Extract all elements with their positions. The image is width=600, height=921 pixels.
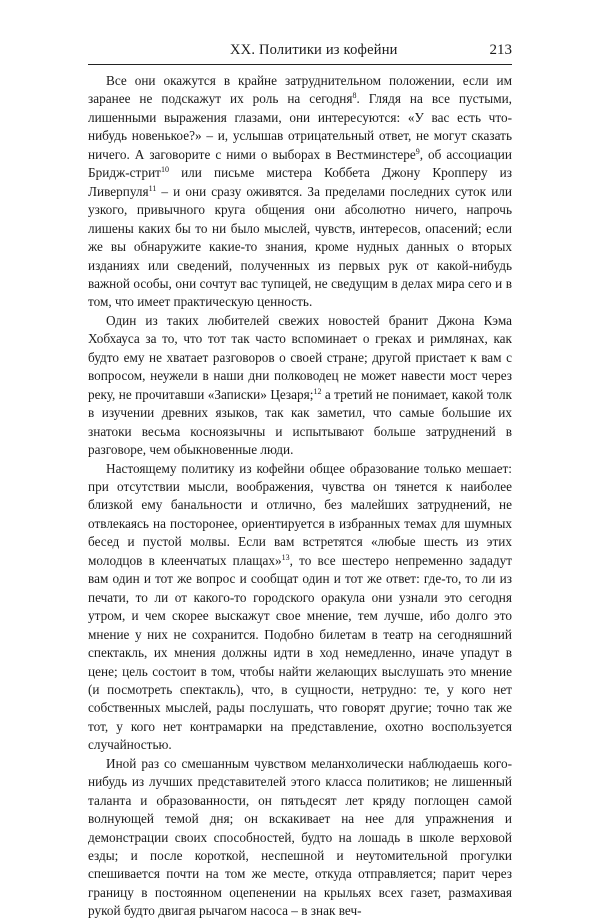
paragraph bbox=[88, 755, 512, 921]
text-run: Один из таких любителей свежих новостей бранит Джона Кэма Хобхауса за то, что тот так часто вспоминает о греках и римлянах, как будто ему не хватает разговоров о своей стране; другой пристает к вам с вопросом, неужели в наши дни полководец не может навести мост через реку, не прочитавши «Записки» Цезаря; bbox=[88, 312, 512, 402]
text-run: Иной раз со смешанным чувством меланхолически наблюдаешь кого-нибудь из лучших представителей этого класса политиков; не лишенный таланта и образованности, он пятьдесят лет кряду поглощен самой волнующей темой дня; он вскакивает на нее для упражнения и демонстрации своих способностей, будто на лошадь в школе верховой езды; и после короткой, неспешной и неутомительной прогулки спешивается почти на том же месте, откуда отправляется; парит через границу в постоянном оцепенении на крыльях всех газет, размахивая рукой будто двигая рычагом насоса – в знак веч- bbox=[88, 755, 512, 919]
footnote-ref: 8 bbox=[352, 91, 357, 101]
body-text bbox=[88, 72, 512, 921]
footnote-ref: 11 bbox=[148, 183, 157, 193]
text-run: Настоящему политику из кофейни общее образование только мешает: при отсутствии мысли, воображения, чувства он тянется к наиболее близкой ему банальности и отлично, без малейших затруднений, не отвлекаясь на посторонее, ориентируется в избранных темах для шумных бесед и пустой молвы. Если вам встретятся «любые шесть из этих молодцов в клеенчатых плащах» bbox=[88, 460, 512, 568]
paragraph bbox=[88, 72, 512, 312]
paragraph bbox=[88, 312, 512, 460]
text-run: или письме мистера Коббета Джону Кропперу из Ливерпуля bbox=[88, 165, 512, 199]
text-run: , об ассоциации Бридж-стрит bbox=[88, 146, 512, 181]
running-header bbox=[88, 40, 512, 65]
chapter-title: XX. Политики из кофейни bbox=[230, 42, 398, 58]
footnote-ref: 12 bbox=[313, 386, 322, 396]
text-run: , то все шестеро непременно зададут вам один и тот же вопрос и сообщат один и тот же ответ: где-то, то ли из печати, то ли от какого-то городского оракула они узнали это сегодня утром, и чем скорее выскажут свое мнение, тем лучше, ибо долго это мнение у них не сохранится. Подобно билетам в театр на сегодняшний спектакль, их мнения должны идти в ход немедленно, иначе упадут в цене; цель состоит в том, чтобы найти желающих выслушать это мнение (и посмотреть спектакль), что, в сущности, нетрудно: те, у кого нет собственных мыслей, рады послушать, что говорят другие; точно так же тот, у кого нет контрамарки на представление, охотно воспользуется случайностью. bbox=[88, 552, 512, 753]
text-run: . Глядя на все пустыми, лишенными выражения глазами, они интересуются: «У вас есть что-нибудь новенькое?» – и, услышав отрицательный ответ, не могут сказать ничего. А заговорите с ними о выборах в Вестминстере bbox=[88, 91, 512, 162]
footnote-ref: 9 bbox=[415, 146, 420, 156]
page-number: 213 bbox=[489, 42, 512, 58]
text-run: Все они окажутся в крайне затруднительном положении, если им заранее не подскажут их роль на сегодня bbox=[88, 73, 512, 107]
text-run: – и они сразу оживятся. За пределами последних суток или узкого, привычного круга общения они абсолютно ничего, напрочь лишены каких бы то ни было мыслей, чувств, интересов, опасений; если же вы обнаружите какие-то знания, кроме нудных данных о вторых изданиях или сведений, полученных из первых рук от какой-нибудь важной особы, они сочтут вас тупицей, не сведущим в делах мира сего и в том, что имеет практическую ценность. bbox=[88, 183, 512, 310]
paragraph bbox=[88, 460, 512, 755]
footnote-ref: 10 bbox=[160, 165, 169, 175]
footnote-ref: 13 bbox=[281, 552, 290, 562]
text-run: а третий не понимает, какой толк в изучении древних языков, так как заметил, что самые большие их знатоки весьма косноязычны и испытывают больше затруднений в разговоре, чем обыкновенные люди. bbox=[88, 386, 512, 458]
